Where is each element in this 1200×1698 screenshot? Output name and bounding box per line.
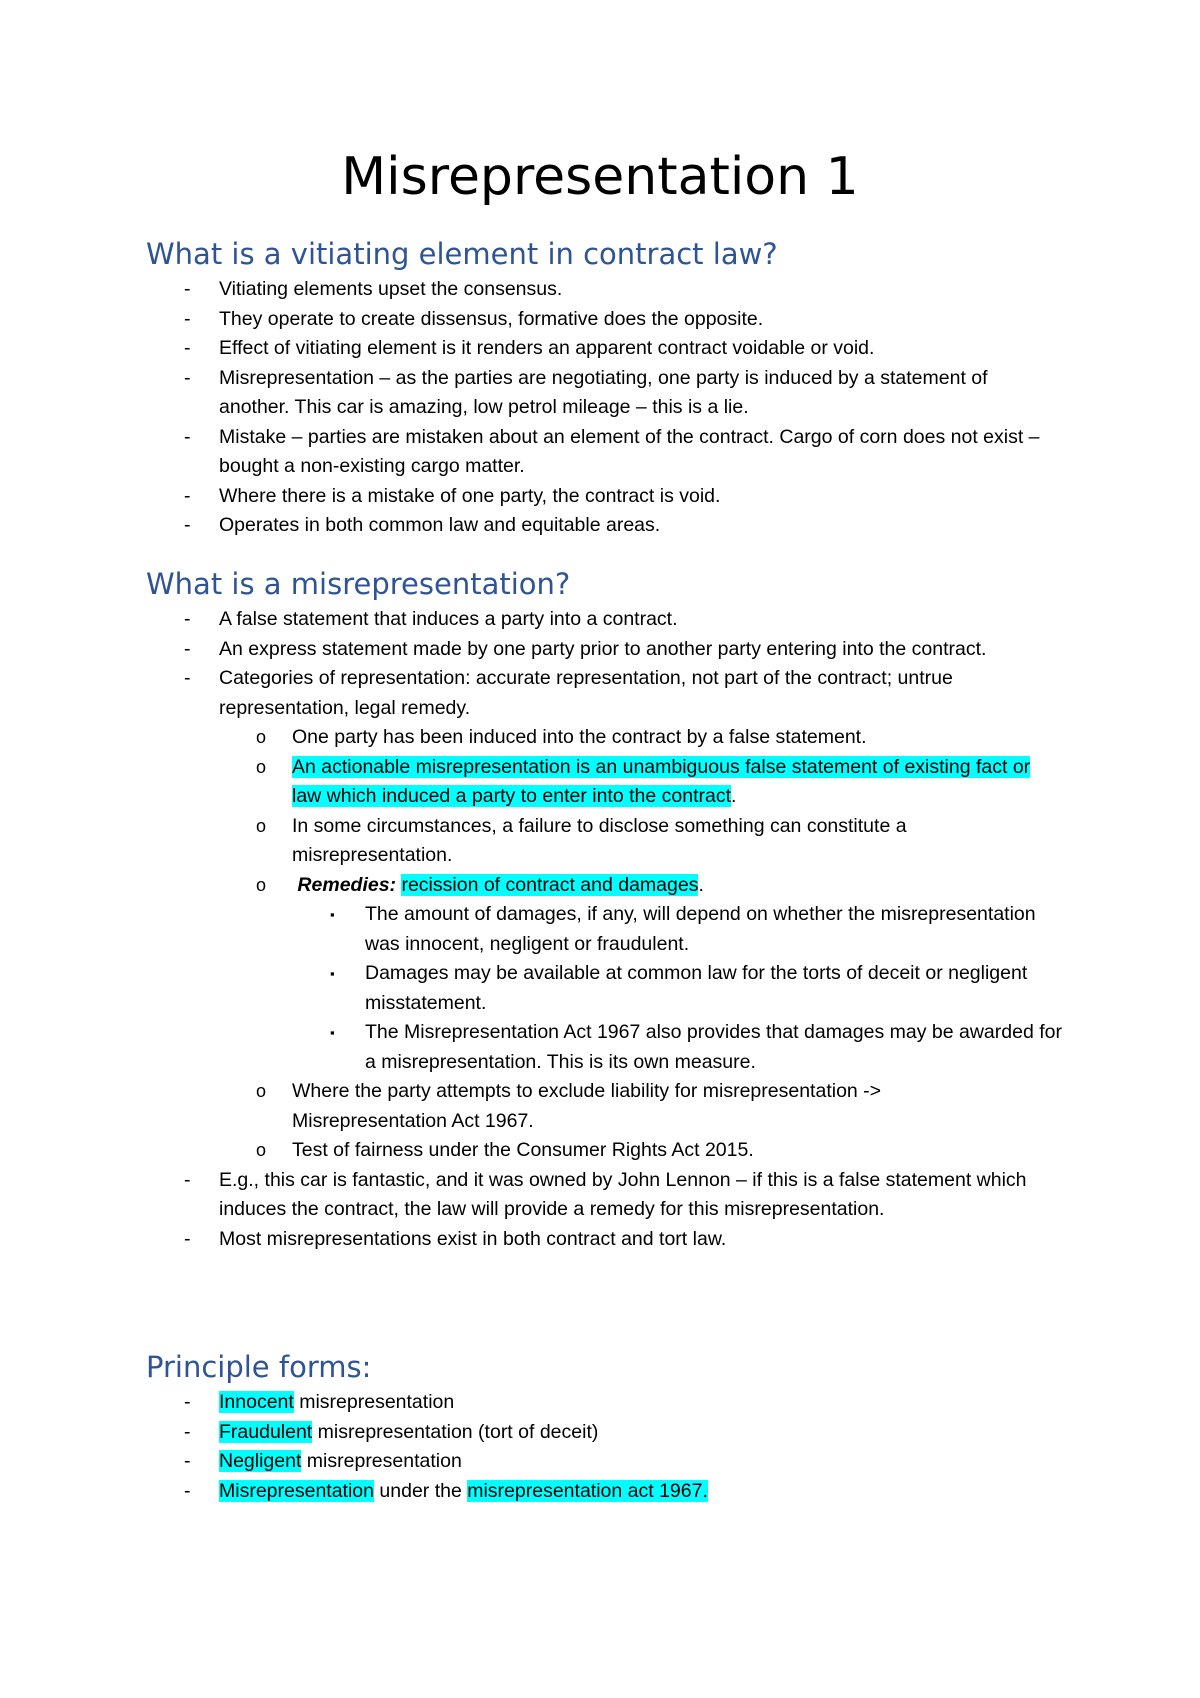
list-item: - Vitiating elements upset the consensus. <box>0 275 1200 305</box>
square-bullet: ▪ <box>330 966 335 981</box>
circle-bullet: o <box>256 815 267 836</box>
dash-bullet: - <box>184 1420 191 1443</box>
highlighted-definition: An actionable misrepresentation is an unambiguous false statement of existing fact or law which induced a party to enter into the contract <box>292 755 1031 807</box>
remedies-label: Remedies: <box>297 873 397 896</box>
highlighted-term: Innocent <box>219 1391 294 1413</box>
section-heading-principle-forms: Principle forms: <box>146 1350 372 1384</box>
sub-list-item: o Remedies: recission of contract and damages. <box>0 871 1200 901</box>
square-bullet: ▪ <box>330 907 335 922</box>
list-item: - E.g., this car is fantastic, and it was owned by John Lennon – if this is a false statement which induces the contract, the law will provide a remedy for this misrepresentation. <box>0 1166 1200 1225</box>
sub-sub-list-item: ▪ The Misrepresentation Act 1967 also provides that damages may be awarded for a misrepresentation. This is its own measure. <box>0 1018 1200 1077</box>
square-bullet: ▪ <box>330 1025 335 1040</box>
sub-list-item: o Where the party attempts to exclude liability for misrepresentation -> Misrepresentation Act 1967. <box>0 1077 1200 1136</box>
dash-bullet: - <box>184 514 191 536</box>
list-item: - A false statement that induces a party into a contract. <box>0 605 1200 635</box>
dash-bullet: - <box>184 667 191 689</box>
dash-bullet: - <box>184 1227 191 1250</box>
circle-bullet: o <box>256 756 267 777</box>
highlighted-term: Fraudulent <box>219 1420 313 1443</box>
dash-bullet: - <box>184 366 191 389</box>
misrepresentation-list <box>0 605 1200 1254</box>
principle-forms-list <box>0 1388 1200 1506</box>
dash-bullet: - <box>184 425 191 448</box>
list-item: - Fraudulent misrepresentation (tort of deceit) <box>0 1418 1200 1448</box>
circle-bullet: o <box>256 727 267 747</box>
list-item: - Mistake – parties are mistaken about an element of the contract. Cargo of corn does not exist – bought a non-existing cargo matter. <box>0 423 1200 482</box>
highlighted-term: Misrepresentation <box>219 1479 374 1502</box>
list-item: - Categories of representation: accurate representation, not part of the contract; untrue representation, legal remedy. <box>0 664 1200 723</box>
section-heading-vitiating: What is a vitiating element in contract law? <box>146 237 778 271</box>
list-item: - Innocent misrepresentation <box>0 1388 1200 1418</box>
circle-bullet: o <box>256 874 267 895</box>
sub-list-item: o An actionable misrepresentation is an unambiguous false statement of existing fact or law which induced a party to enter into the contract. <box>0 753 1200 812</box>
highlighted-term: Negligent <box>219 1450 302 1472</box>
circle-bullet: o <box>256 1081 267 1101</box>
list-item: - They operate to create dissensus, formative does the opposite. <box>0 305 1200 335</box>
list-item: - Misrepresentation under the misrepresentation act 1967. <box>0 1477 1200 1507</box>
dash-bullet: - <box>184 608 191 630</box>
dash-bullet: - <box>184 1391 191 1413</box>
list-item: - Where there is a mistake of one party, the contract is void. <box>0 482 1200 512</box>
dash-bullet: - <box>184 307 191 330</box>
dash-bullet: - <box>184 637 191 660</box>
sub-list-item: o Test of fairness under the Consumer Rights Act 2015. <box>0 1136 1200 1166</box>
dash-bullet: - <box>184 1479 191 1502</box>
dash-bullet: - <box>184 484 191 507</box>
sub-sub-list-item: ▪ The amount of damages, if any, will depend on whether the misrepresentation was innocent, negligent or fraudulent. <box>0 900 1200 959</box>
section-heading-misrepresentation: What is a misrepresentation? <box>146 567 571 601</box>
list-item: - Misrepresentation – as the parties are negotiating, one party is induced by a statement of another. This car is amazing, low petrol mileage – this is a lie. <box>0 364 1200 423</box>
sub-list-item: o One party has been induced into the contract by a false statement. <box>0 723 1200 753</box>
circle-bullet: o <box>256 1140 267 1160</box>
remedies-highlight: recission of contract and damages <box>401 873 699 896</box>
page-title: Misrepresentation 1 <box>341 147 859 207</box>
sub-list-item: o In some circumstances, a failure to disclose something can constitute a misrepresentation. <box>0 812 1200 871</box>
list-item: - An express statement made by one party prior to another party entering into the contract. <box>0 635 1200 665</box>
list-item: - Effect of vitiating element is it renders an apparent contract voidable or void. <box>0 334 1200 364</box>
list-item: - Negligent misrepresentation <box>0 1447 1200 1477</box>
dash-bullet: - <box>184 1168 191 1191</box>
sub-sub-list-item: ▪ Damages may be available at common law for the torts of deceit or negligent misstatement. <box>0 959 1200 1018</box>
list-item: - Most misrepresentations exist in both contract and tort law. <box>0 1225 1200 1255</box>
dash-bullet: - <box>184 278 191 300</box>
highlighted-term: misrepresentation act 1967. <box>467 1479 708 1502</box>
dash-bullet: - <box>184 337 191 359</box>
dash-bullet: - <box>184 1450 191 1472</box>
vitiating-list <box>0 275 1200 541</box>
list-item: - Operates in both common law and equitable areas. <box>0 511 1200 541</box>
